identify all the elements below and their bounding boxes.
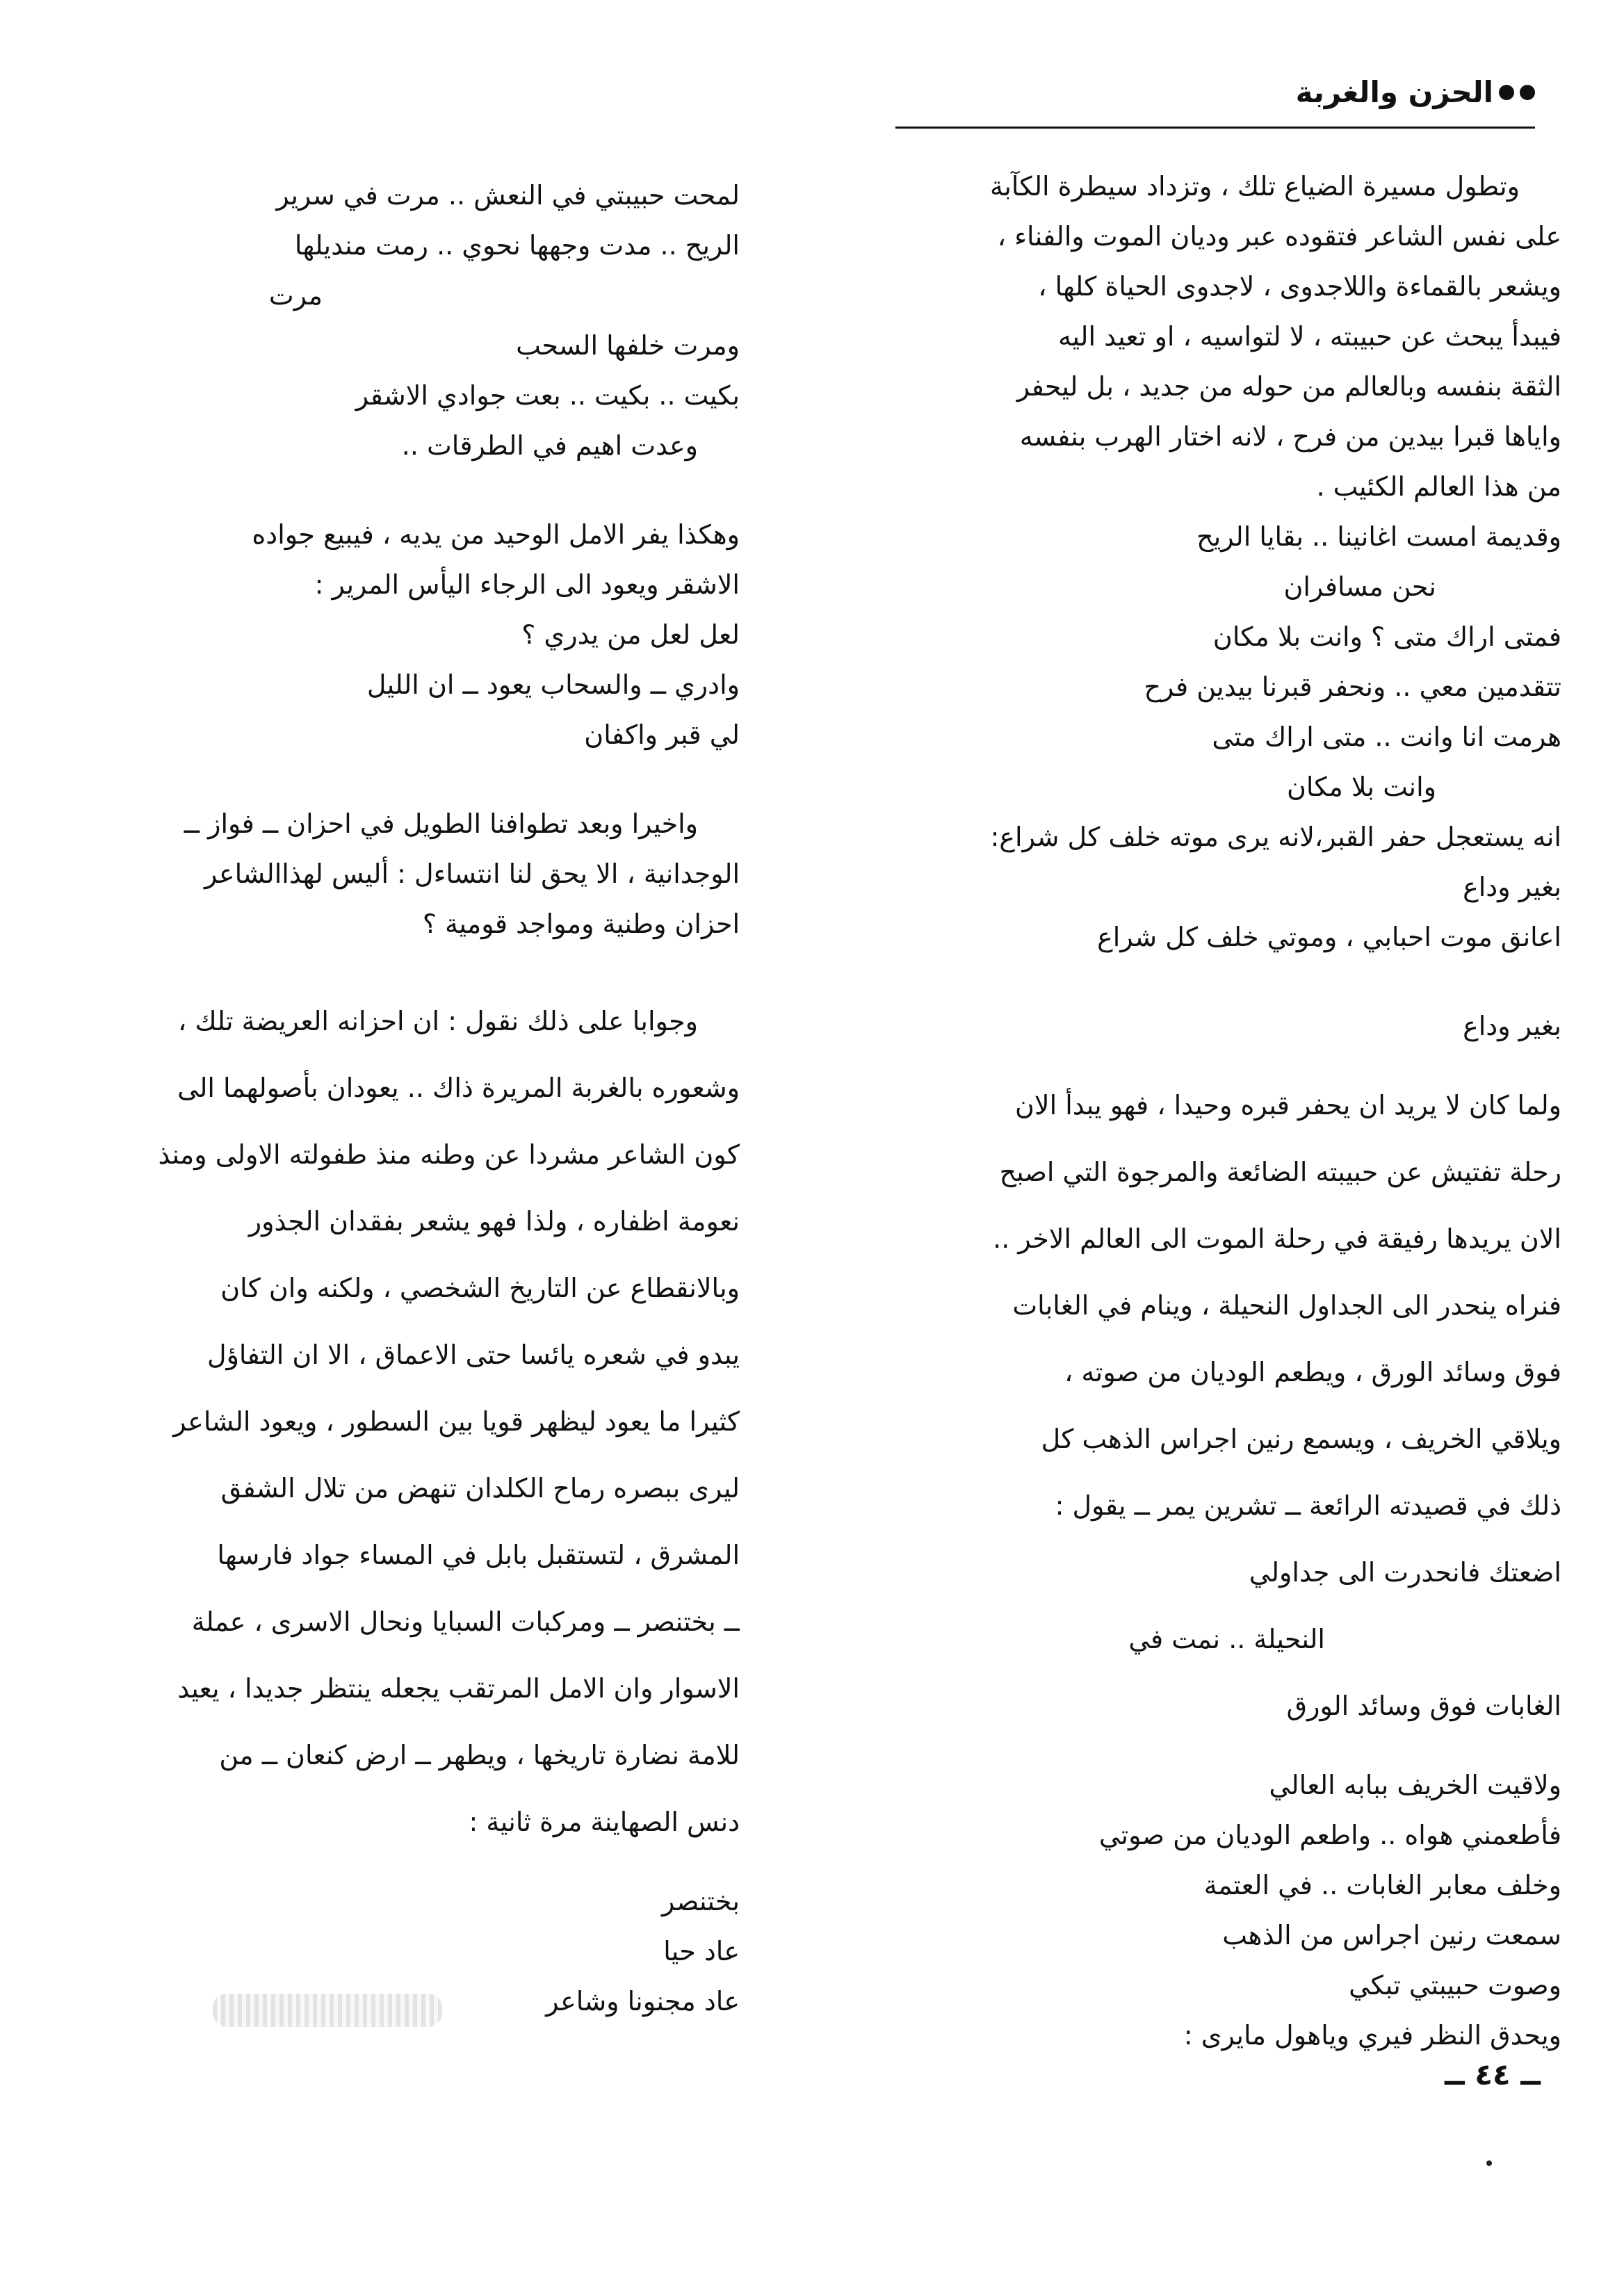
text-line: الاسوار وان الامل المرتقب يجعله ينتظر جديدا ، يعيد: [177, 1673, 740, 1704]
bullet-icon: [1520, 85, 1535, 100]
text-line: هرمت انا وانت .. متى اراك متى: [1212, 722, 1561, 752]
text-line: وعدت اهيم في الطرقات ..: [401, 430, 698, 461]
text-line: ويشعر بالقماءة واللاجدوى ، لاجدوى الحياة كلها ،: [1038, 271, 1561, 302]
text-line: فأطعمني هواه .. واطعم الوديان من صوتي: [1098, 1820, 1561, 1850]
text-line: وهكذا يفر الامل الوحيد من يديه ، فيبيع جواده: [252, 519, 740, 550]
text-line: وجوابا على ذلك نقول : ان احزانه العريضة تلك ،: [178, 1006, 698, 1036]
bullet-icon: [1499, 85, 1514, 100]
text-line: للامة نضارة تاريخها ، ويطهر ــ ارض كنعان ــ من: [219, 1740, 740, 1770]
text-line: اعانق موت احبابي ، وموتي خلف كل شراع: [1097, 922, 1561, 952]
text-line: ومرت خلفها السحب: [516, 330, 740, 361]
text-line: وبالانقطاع عن التاريخ الشخصي ، ولكنه وان كان: [220, 1273, 740, 1303]
text-line: مرت: [268, 280, 323, 311]
running-head: [1296, 75, 1535, 109]
right-column-block-a: [748, 161, 1561, 962]
text-line: كون الشاعر مشردا عن وطنه منذ طفولته الاولى ومنذ: [158, 1139, 740, 1170]
text-line: عاد حيا: [663, 1936, 740, 1966]
text-line: لمحت حبيبتي في النعش .. مرت في سرير: [276, 180, 740, 211]
text-line: فنراه ينحدر الى الجداول النحيلة ، وينام في الغابات: [1012, 1290, 1561, 1321]
text-line: الاشقر ويعود الى الرجاء اليأس المرير :: [314, 569, 740, 600]
text-line: بغير وداع: [1463, 1011, 1561, 1041]
text-line: رحلة تفتيش عن حبيبته الضائعة والمرجوة التي اصبح: [999, 1157, 1561, 1187]
text-line: فيبدأ يبحث عن حبيبته ، لا لتواسيه ، او تعيد اليه: [1058, 321, 1561, 352]
text-line: تتقدمين معي .. ونحفر قبرنا بيدين فرح: [1144, 671, 1561, 702]
text-line: وخلف معابر الغابات .. في العتمة: [1203, 1870, 1561, 1900]
text-line: واخيرا وبعد تطوافنا الطويل في احزان ــ فواز ــ: [184, 808, 698, 839]
text-line: ليرى ببصره رماح الكلدان تنهض من تلال الشفق: [220, 1473, 740, 1504]
left-column-block-c: [58, 799, 740, 949]
ink-dot: [1486, 2160, 1492, 2166]
left-column-block-d: [58, 988, 740, 1855]
left-column: [58, 170, 740, 2026]
text-line: على نفس الشاعر فتقوده عبر وديان الموت والفناء ،: [997, 221, 1561, 252]
text-line: ــ بختنصر ــ ومركبات السبايا ونحال الاسرى ، عملة: [191, 1606, 740, 1637]
text-line: الغابات فوق وسائد الورق: [1286, 1691, 1561, 1721]
right-column: [748, 161, 1561, 2060]
text-line: بغير وداع: [1463, 872, 1561, 902]
text-line: وتطول مسيرة الضياع تلك ، وتزداد سيطرة الكآبة: [989, 171, 1520, 202]
text-line: نحن مسافران: [1283, 571, 1436, 602]
print-smudge: [213, 1994, 442, 2027]
text-line: سمعت رنين اجراس من الذهب: [1222, 1920, 1561, 1951]
text-line: دنس الصهاينة مرة ثانية :: [469, 1807, 740, 1837]
right-column-block-d: [748, 1760, 1561, 2060]
page-number: ــ ٤٤ ــ: [1445, 2058, 1541, 2092]
text-line: الوجدانية ، الا يحق لنا انتساءل : أليس لهذاالشاعر: [204, 858, 740, 889]
text-line: وقديمة امست اغانينا .. بقايا الريح: [1196, 521, 1561, 552]
text-line: الريح .. مدت وجهها نحوي .. رمت منديلها: [294, 230, 740, 261]
right-column-block-b: [748, 1001, 1561, 1051]
text-line: فوق وسائد الورق ، ويطعم الوديان من صوته ،: [1064, 1357, 1561, 1387]
text-line: لي قبر واكفان: [584, 719, 740, 750]
left-column-block-b: [58, 510, 740, 760]
text-line: المشرق ، لتستقبل بابل في المساء جواد فارسها: [217, 1540, 740, 1570]
text-line: فمتى اراك متى ؟ وانت بلا مكان: [1212, 621, 1561, 652]
text-line: وصوت حبيبتي تبكي: [1349, 1970, 1561, 2001]
text-line: ولما كان لا يريد ان يحفر قبره وحيدا ، فهو يبدأ الان: [1015, 1090, 1561, 1121]
running-title: الحزن والغربة: [1295, 75, 1493, 109]
text-line: ذلك في قصيدته الرائعة ــ تشرين يمر ــ يقول :: [1055, 1490, 1561, 1521]
text-line: كثيرا ما يعود ليظهر قويا بين السطور ، ويعود الشاعر: [173, 1406, 740, 1437]
left-column-poem-a: [58, 170, 740, 471]
text-line: بختنصر: [662, 1886, 740, 1916]
text-line: لعل لعل من يدري ؟: [521, 619, 740, 650]
text-line: انه يستعجل حفر القبر،لانه يرى موته خلف كل شراع:: [990, 822, 1561, 852]
text-line: بكيت .. بكيت .. بعت جوادي الاشقر: [355, 380, 740, 411]
text-line: من هذا العالم الكئيب .: [1316, 471, 1561, 502]
text-line: يبدو في شعره يائسا حتى الاعماق ، الا ان التفاؤل: [206, 1340, 740, 1370]
text-line: نعومة اظفاره ، ولذا فهو يشعر بفقدان الجذور: [248, 1206, 740, 1237]
right-column-block-c: [748, 1072, 1561, 1739]
text-line: وشعوره بالغربة المريرة ذاك .. يعودان بأصولهما الى: [177, 1073, 740, 1103]
text-line: الثقة بنفسه وبالعالم من حوله من جديد ، بل ليحفر: [1016, 371, 1561, 402]
text-line: الان يريدها رفيقة في رحلة الموت الى العالم الاخر ..: [993, 1223, 1561, 1254]
text-line: ويلاقي الخريف ، ويسمع رنين اجراس الذهب كل: [1041, 1424, 1561, 1454]
text-line: النحيلة .. نمت في: [1128, 1624, 1325, 1654]
text-line: اضعتك فانحدرت الى جداولي: [1249, 1557, 1561, 1588]
text-line: وانت بلا مكان: [1286, 772, 1436, 802]
text-line: ويحدق النظر فيري وياهول مايرى :: [1183, 2020, 1561, 2051]
text-line: احزان وطنية ومواجد قومية ؟: [422, 909, 740, 939]
text-line: عاد مجنونا وشاعر: [546, 1986, 740, 2017]
text-line: واياها قبرا بيدين من فرح ، لانه اختار الهرب بنفسه: [1019, 421, 1561, 452]
header-rule: [895, 127, 1535, 129]
text-line: ولاقيت الخريف ببابه العالي: [1269, 1770, 1561, 1800]
text-line: وادري ــ والسحاب يعود ــ ان الليل: [366, 669, 740, 700]
